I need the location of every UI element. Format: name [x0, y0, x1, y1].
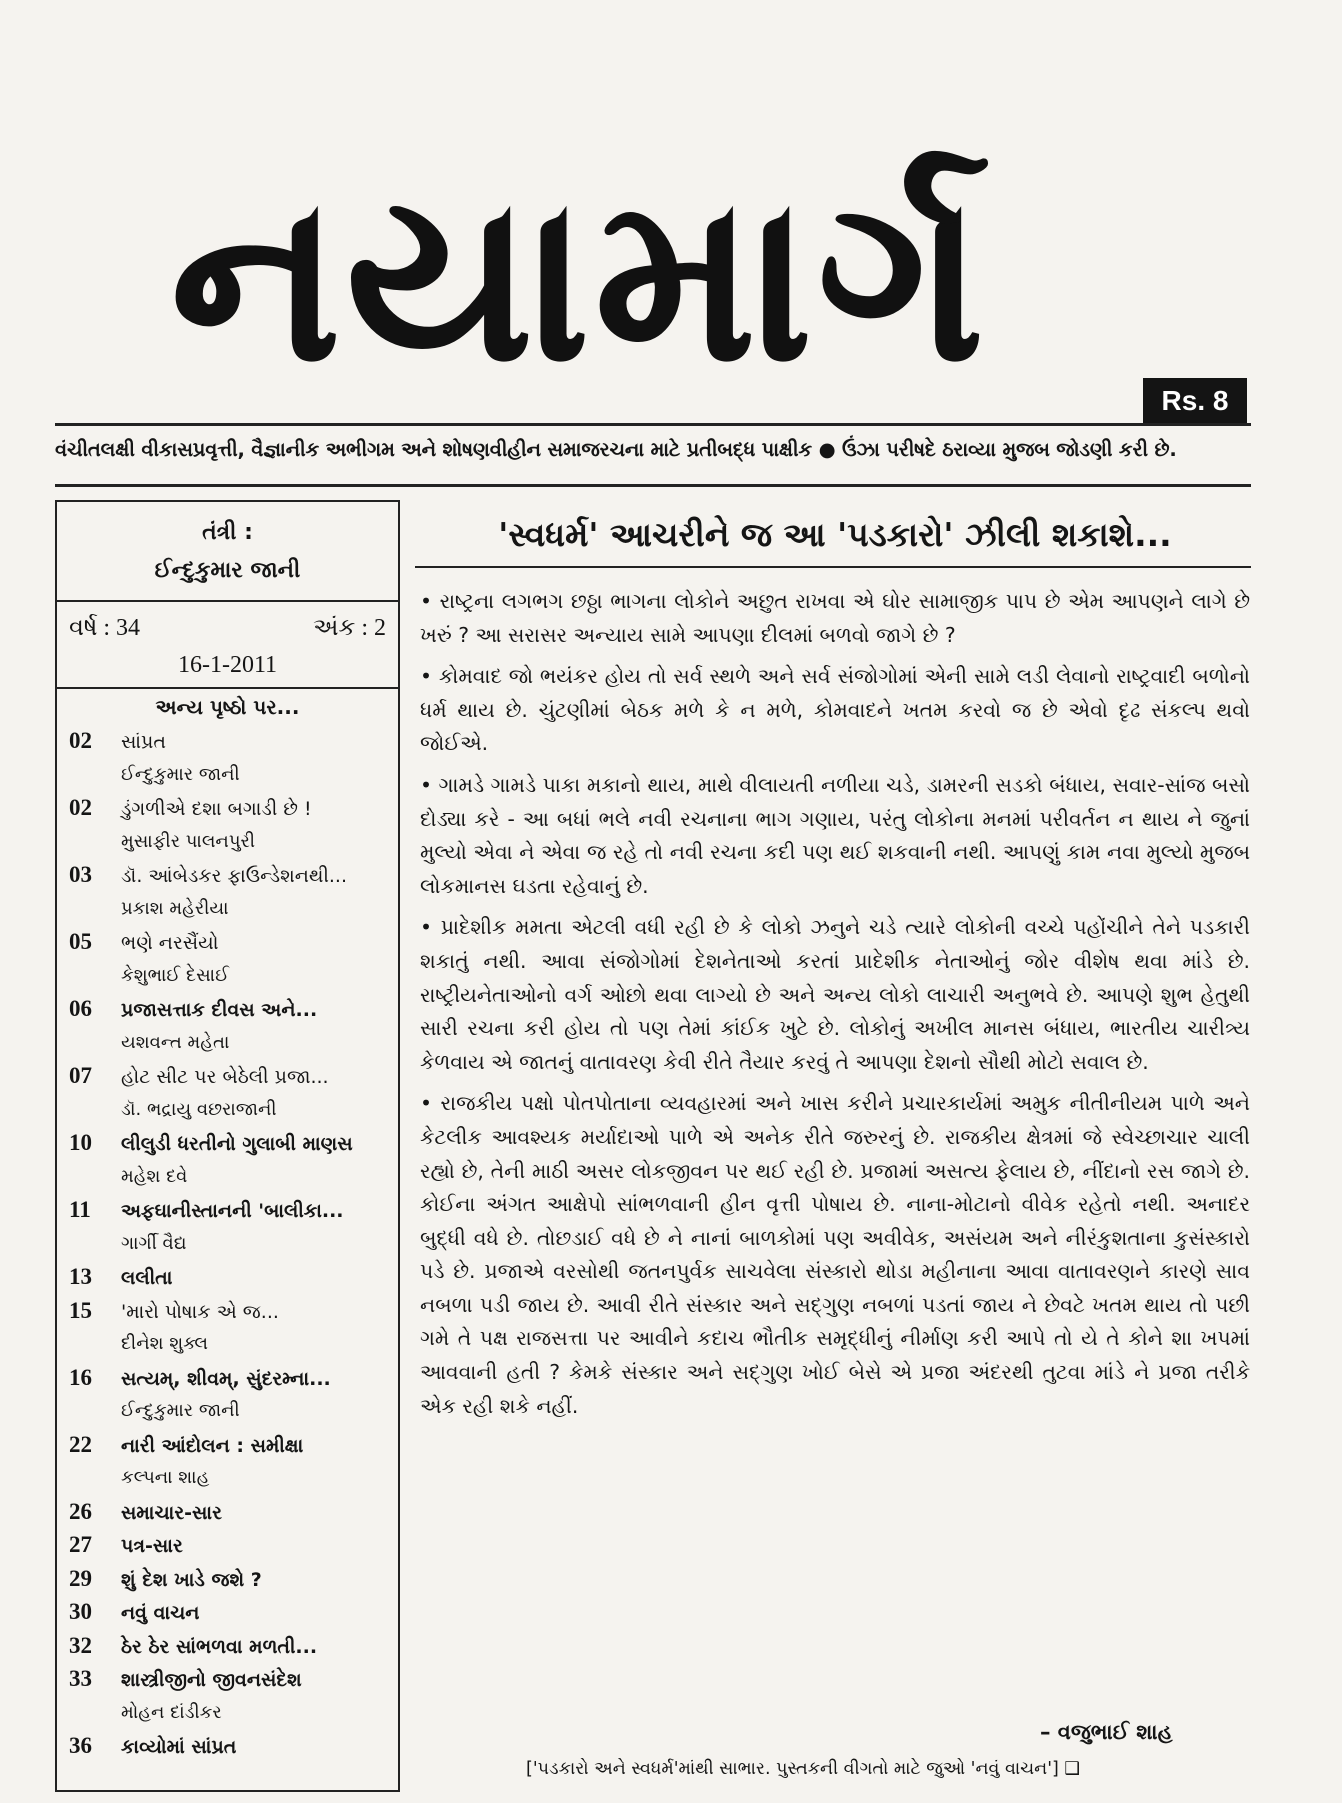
- editor-name: ઈન્દુકુમાર જાની: [154, 558, 301, 583]
- toc-item: [69, 992, 394, 1026]
- toc-item: [69, 1428, 394, 1462]
- toc-author: કલ્પના શાહ: [121, 1467, 210, 1488]
- tagline: વંચીતલક્ષી વીકાસપ્રવૃત્તી, વૈજ્ઞાનીક અભીગમ અને શોષણવીહીન સમાજરચના માટે પ્રતીબદ્ધ પાક્ષીક ● ઉંઝા પરીષદે ઠરાવ્યા મુજબ જોડણી કરી છે.: [55, 438, 1177, 461]
- toc-item: [69, 1528, 394, 1562]
- article-paragraph: • કોમવાદ જો ભયંકર હોય તો સર્વ સ્થળે અને સર્વ સંજોગોમાં એની સામે લડી લેવાનો રાષ્ટ્રવાદી બળોનો ધર્મ થાય છે. ચુંટણીમાં બેઠક મળે કે ન મળે, કોમવાદને ખતમ કરવો જ છે એવો દૃઢ સંકલ્પ થવો જોઈએ.: [420, 664, 1250, 756]
- toc-page-number: 30: [69, 1599, 92, 1624]
- issue-date: 16-1-2011: [177, 652, 278, 678]
- toc-page-number: 06: [69, 996, 92, 1021]
- toc-title: ડુંગળીએ દશા બગાડી છે !: [121, 798, 312, 820]
- article-body: [420, 585, 1250, 1431]
- toc-title: સાંપ્રત: [121, 731, 166, 753]
- toc-author: દીનેશ શુક્લ: [121, 1333, 209, 1354]
- toc-item: [69, 724, 394, 758]
- author-signature: – વજુભાઈ શાહ: [1040, 1720, 1173, 1744]
- toc-item: [69, 925, 394, 959]
- toc-page-number: 02: [69, 795, 92, 820]
- toc-item: [69, 791, 394, 825]
- volume-number: વર્ષ : 34: [69, 615, 141, 641]
- toc-page-number: 26: [69, 1498, 92, 1524]
- toc-page-number: 16: [69, 1364, 92, 1390]
- toc-title: સમાચાર-સાર: [121, 1501, 222, 1524]
- toc-page-number: 03: [69, 862, 92, 887]
- toc-title: નારી આંદોલન : સમીક્ષા: [121, 1434, 304, 1457]
- toc-title: ડૉ. આંબેડકર ફાઉન્ડેશનથી...: [121, 865, 348, 887]
- toc-title: શું દેશ ખાડે જશે ?: [121, 1568, 262, 1591]
- divider: [57, 687, 398, 689]
- article-paragraph: • રાજકીય પક્ષો પોતપોતાના વ્યવહારમાં અને ખાસ કરીને પ્રચારકાર્યમાં અમુક નીતીનીયમ પાળે અને કેટલીક આવશ્યક મર્યાદાઓ પાળે એ અનેક રીતે જરુરનું છે. રાજકીય ક્ષેત્રમાં જે સ્વેચ્છાચાર ચાલી રહ્યો છે, તેની માઠી અસર લોકજીવન પર થઈ રહી છે. પ્રજામાં અસત્ય ફેલાય છે, નીંદાનો રસ જાગે છે. કોઈના અંગત આક્ષેપો સાંભળવાની હીન વૃત્તી પોષાય છે. નાના-મોટાનો વીવેક રહેતો નથી. અનાદર બુદ્ધી વધે છે. તોછડાઈ વધે છે ને નાનાં બાળકોમાં પણ અવીવેક, અસંયમ અને નીરંકુશતાના કુસંસ્કારો પડે છે. પ્રજાએ વરસોથી જતનપુર્વક સાચવેલા સંસ્કારો થોડા મહીનાના આવા વાતાવરણને કારણે સાવ નબળા પડી જાય છે. આવી રીતે સંસ્કાર અને સદ્ગુણ નબળાં પડતાં જાય ને છેવટે ખતમ થાય તો પછી ગમે તે પક્ષ રાજસત્તા પર આવીને કદાચ ભૌતીક સમૃદ્ધીનું નીર્માણ કરી આપે તો યે તે કોને શા ખપમાં આવવાની હતી ? કેમકે સંસ્કાર અને સદ્ગુણ ખોઈ બેસે એ પ્રજા અંદરથી તુટવા માંડે ને પ્રજા તરીકે એક રહી શકે નહીં.: [420, 1091, 1250, 1418]
- toc-page-number: 10: [69, 1130, 92, 1155]
- toc-title: સત્યમ્, શીવમ્, સુંદરમ્ના...: [121, 1367, 331, 1390]
- toc-page-number: 02: [69, 728, 92, 753]
- toc-item: [69, 1294, 394, 1328]
- toc-author: મહેશ દવે: [121, 1165, 188, 1187]
- divider: [55, 484, 1251, 487]
- toc-item: [69, 1595, 394, 1629]
- toc-item: [69, 858, 394, 892]
- toc-author: ડૉ. ભદ્રાયુ વછરાજાની: [121, 1098, 277, 1120]
- toc-item: [69, 1126, 394, 1160]
- toc-item: [69, 1562, 394, 1596]
- toc-heading: અન્ય પૃષ્ઠો પર...: [155, 695, 300, 719]
- toc-title: નવું વાચન: [121, 1602, 200, 1624]
- toc-author: યશવન્ત મહેતા: [121, 1031, 230, 1053]
- toc-item: [69, 1260, 394, 1294]
- divider: [415, 566, 1251, 568]
- toc-page-number: 05: [69, 929, 92, 954]
- toc-title: પત્ર-સાર: [121, 1535, 183, 1557]
- toc-item: [69, 1629, 394, 1663]
- toc-title: ઠેર ઠેર સાંભળવા મળતી...: [121, 1635, 318, 1658]
- toc-page-number: 29: [69, 1565, 92, 1591]
- toc-author: મુસાફીર પાલનપુરી: [121, 830, 255, 852]
- toc-title: હોટ સીટ પર બેઠેલી પ્રજા...: [121, 1066, 329, 1088]
- divider: [55, 423, 1251, 426]
- toc-item: [69, 1662, 394, 1696]
- toc-page-number: 22: [69, 1431, 92, 1457]
- toc-author: ઈન્દુકુમાર જાની: [121, 763, 240, 785]
- masthead-title: નયામાર્ગ: [170, 146, 989, 413]
- toc-title: ભણે નરસૈંયો: [121, 932, 219, 954]
- table-of-contents: [69, 724, 394, 1763]
- toc-title: કાવ્યોમાં સાંપ્રત: [121, 1736, 237, 1758]
- toc-item: [69, 1361, 394, 1395]
- issue-number: અંક : 2: [313, 615, 386, 641]
- toc-item: [69, 1729, 394, 1763]
- toc-author: ઈન્દુકુમાર જાની: [121, 1400, 240, 1421]
- toc-page-number: 15: [69, 1297, 92, 1323]
- toc-item: [69, 1193, 394, 1227]
- toc-page-number: 11: [69, 1197, 91, 1222]
- toc-page-number: 33: [69, 1666, 92, 1691]
- editor-label: તંત્રી :: [202, 520, 253, 545]
- toc-page-number: 13: [69, 1264, 92, 1289]
- toc-title: લલીતા: [121, 1267, 173, 1289]
- toc-page-number: 07: [69, 1063, 92, 1088]
- toc-author: ગાર્ગી વૈદ્ય: [121, 1232, 187, 1254]
- toc-item: [69, 1495, 394, 1529]
- article-paragraph: • રાષ્ટ્રના લગભગ છઠ્ઠા ભાગના લોકોને અછુત રાખવા એ ઘોર સામાજીક પાપ છે એમ આપણને લાગે છે ખરું ? આ સરાસર અન્યાય સામે આપણા દીલમાં બળવો જાગે છે ?: [420, 589, 1250, 647]
- toc-item: [69, 1059, 394, 1093]
- article-paragraph: • પ્રાદેશીક મમતા એટલી વધી રહી છે કે લોકો ઝનુને ચડે ત્યારે લોકોની વચ્ચે પહોંચીને તેને પડકારી શકાતું નથી. આવા સંજોગોમાં દેશનેતાઓ કરતાં પ્રાદેશીક નેતાઓનું જોર વીશેષ થવા માંડે છે. રાષ્ટ્રીયનેતાઓનો વર્ગ ઓછો થવા લાગ્યો છે અને અન્ય લોકો લાચારી અનુભવે છે. આપણે શુભ હેતુથી સારી રચના કરી હોય તો પણ તેમાં કાંઈક ખુટે છે. લોકોનું અખીલ માનસ બંધાય, ભારતીય ચારીત્ર્ય કેળવાય એ જાતનું વાતાવરણ કેવી રીતે તૈયાર કરવું તે આપણા દેશનો સૌથી મોટો સવાલ છે.: [420, 915, 1250, 1074]
- toc-author: મોહન દાંડીકર: [121, 1701, 222, 1723]
- toc-title: લીલુડી ધરતીનો ગુલાબી માણસ: [121, 1133, 353, 1155]
- toc-title: પ્રજાસત્તાક દીવસ અને...: [121, 999, 318, 1021]
- article-headline: 'સ્વધર્મ' આચરીને જ આ 'પડકારો' ઝીલી શકાશે...: [498, 515, 1172, 554]
- toc-title: શાસ્ત્રીજીનો જીવનસંદેશ: [121, 1669, 302, 1691]
- toc-page-number: 27: [69, 1532, 92, 1557]
- toc-title: અફઘાનીસ્તાનની 'બાલીકા...: [121, 1200, 344, 1222]
- toc-page-number: 36: [69, 1733, 92, 1758]
- source-credit: ['પડકારો અને સ્વધર્મ'માંથી સાભાર. પુસ્તકની વીગતો માટે જુઓ 'નવું વાચન'] ❑: [526, 1759, 1081, 1779]
- divider: [57, 600, 398, 602]
- toc-author: પ્રકાશ મહેરીયા: [121, 897, 229, 919]
- toc-title: 'મારો પોષાક એ જ...: [121, 1300, 279, 1323]
- toc-page-number: 32: [69, 1632, 92, 1658]
- contents-sidebar: [55, 500, 400, 1792]
- price-badge: Rs. 8: [1143, 378, 1247, 424]
- article-paragraph: • ગામડે ગામડે પાકા મકાનો થાય, માથે વીલાયતી નળીયા ચડે, ડામરની સડકો બંધાય, સવાર-સાંજ બસો દોડ્યા કરે - આ બધાં ભલે નવી રચનાના ભાગ ગણાય, પરંતુ લોકોના મનમાં પરીવર્તન ન થાય ને જુનાં મુલ્યો એવા ને એવા જ રહે તો નવી રચના કદી પણ થઈ શકવાની નથી. આપણું કામ નવા મુલ્યો મુજબ લોકમાનસ ઘડતા રહેવાનું છે.: [420, 772, 1250, 898]
- toc-author: કેશુભાઈ દેસાઈ: [121, 964, 229, 986]
